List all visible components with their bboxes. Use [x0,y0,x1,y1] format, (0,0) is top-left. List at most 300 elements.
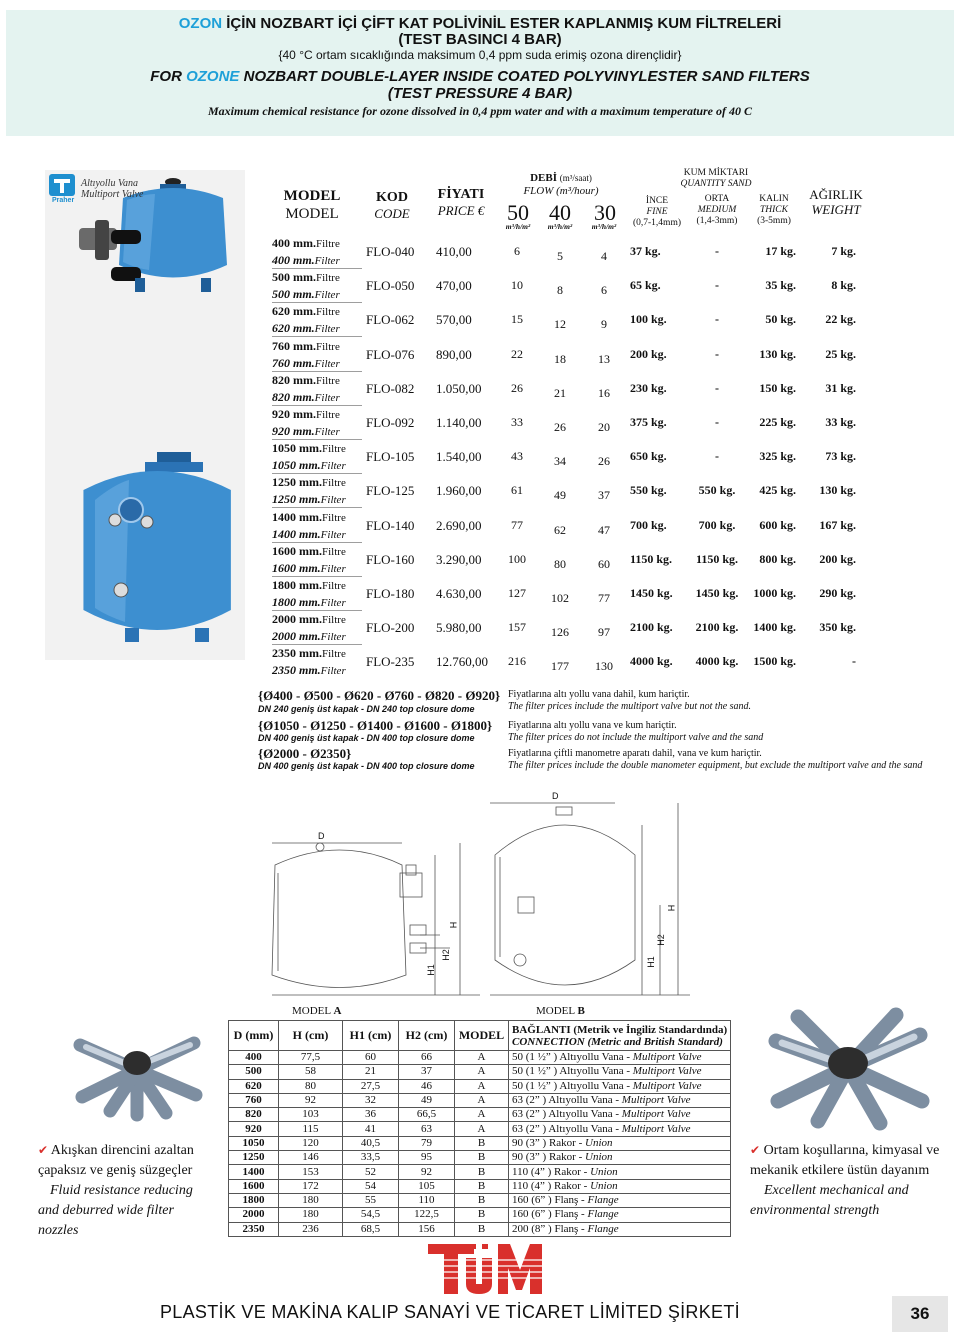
dims-row [229,1193,731,1207]
row-model: 2350 mm.Filtre 2350 mm.Filter [272,646,346,678]
dims-cell-model: B [455,1193,509,1207]
dims-row [229,1222,731,1236]
dimension-drawing-svg [250,785,710,1015]
dims-cell-h: 236 [279,1222,343,1236]
right-feature-en2: environmental strength [750,1203,880,1218]
cell-medium: - [715,380,719,395]
cell-medium: - [715,312,719,327]
dims-cell-d: 1250 [229,1151,279,1165]
praher-logo [49,174,75,196]
cell-flow50: 77 [511,517,523,532]
dims-header-connection: BAĞLANTI (Metrik ve İngiliz Standardında) CONNECTION (Metric and British Standard) [509,1021,731,1051]
price-note-3-tr: Fiyatlarına çiftli manometre aparatı dahil, vana ve kum hariçtir. [508,748,762,759]
dimensions-table [228,1020,731,1237]
technical-drawings [250,785,710,1015]
dims-cell-model: A [455,1122,509,1136]
dims-row [229,1151,731,1165]
dims-cell-h1: 55 [343,1193,399,1207]
dims-row [229,1122,731,1136]
cell-code: FLO-076 [366,346,415,362]
dims-row [229,1051,731,1065]
product-image-panel [45,170,245,660]
cell-thick: 130 kg. [759,346,796,361]
cell-fine: 2100 kg. [630,620,673,635]
cell-weight: 8 kg. [831,278,856,293]
dims-cell-model: B [455,1179,509,1193]
cell-thick: 17 kg. [765,244,796,258]
cell-code: FLO-235 [366,654,415,670]
dims-cell-h2: 46 [399,1079,455,1093]
cell-flow30: 97 [598,625,610,640]
cell-fine: 37 kg. [630,244,661,258]
dim-label-h2-b: H2 [655,934,666,946]
dims-cell-h1: 32 [343,1093,399,1107]
cell-code: FLO-082 [366,380,415,396]
dims-cell-h: 153 [279,1165,343,1179]
col-header-fiyat: FİYATI [437,187,485,202]
dims-row [229,1208,731,1222]
row-model: 620 mm.Filtre 620 mm.Filter [272,304,340,336]
cell-fine: 375 kg. [630,415,667,429]
dims-cell-model: A [455,1051,509,1065]
dims-cell-h1: 21 [343,1065,399,1079]
cell-flow50: 33 [511,415,523,429]
filter-model-b-image [83,452,230,642]
filter-product-images [45,170,245,660]
dims-cell-h2: 66 [399,1051,455,1065]
dims-row [229,1165,731,1179]
flow-col-50: 50 [507,200,529,225]
cell-flow50: 26 [511,380,523,395]
cell-weight: 130 kg. [819,483,856,498]
cell-flow40: 34 [554,454,566,469]
right-feature-en1: Excellent mechanical and [764,1183,909,1198]
cell-flow40: 126 [551,625,569,640]
col-header-ince: İNCE [645,196,669,206]
cell-medium: 1450 kg. [695,586,739,600]
dims-cell-h1: 41 [343,1122,399,1136]
check-icon: ✔ [750,1143,761,1157]
dims-cell-h: 180 [279,1208,343,1222]
row-model: 1250 mm.Filtre 1250 mm.Filter [272,475,346,507]
dims-cell-connection: 63 (2” ) Altıyollu Vana - Multiport Valve [509,1093,731,1107]
dims-row [229,1065,731,1079]
cell-price: 570,00 [436,312,472,328]
dims-cell-connection: 90 (3” ) Rakor - Union [509,1151,731,1165]
dims-cell-h1: 40,5 [343,1136,399,1150]
price-note-1-tr: Fiyatlarına altı yollu vana dahil, kum hariçtir. [508,689,690,700]
dims-cell-d: 2350 [229,1222,279,1236]
cell-weight: 200 kg. [819,551,856,566]
cell-price: 890,00 [436,346,472,362]
cell-flow40: 49 [554,488,566,503]
cell-flow30: 13 [598,351,610,366]
cell-fine: 550 kg. [630,483,667,498]
cell-thick: 1400 kg. [753,620,796,635]
col-header-kalin: KALIN [759,194,789,204]
cell-code: FLO-140 [366,517,415,533]
cell-fine: 700 kg. [630,517,667,532]
tr-test-pressure: (TEST BASINCI 4 BAR) [398,31,562,48]
dims-cell-h2: 63 [399,1122,455,1136]
dims-cell-d: 1400 [229,1165,279,1179]
cell-weight: 33 kg. [825,415,856,429]
dims-cell-h1: 33,5 [343,1151,399,1165]
dims-header-model: MODEL [455,1021,509,1051]
dim-label-h1-a: H1 [425,964,436,976]
en-ozone-note: Maximum chemical resistance for ozone dissolved in 0,4 ppm water and with a maximum temperature of 40 C [207,104,753,118]
dims-cell-connection: 50 (1 ½” ) Altıyollu Vana - Multiport Valve [509,1079,731,1093]
col-header-thick-size: (3-5mm) [757,216,791,226]
dims-cell-connection: 50 (1 ½” ) Altıyollu Vana - Multiport Valve [509,1051,731,1065]
cell-price: 470,00 [436,278,472,294]
cell-thick: 325 kg. [759,449,796,464]
dome-sizes-3: {Ø2000 - Ø2350} [258,746,352,761]
cell-fine: 230 kg. [630,380,667,395]
dimensions-body [229,1051,731,1237]
cell-thick: 1500 kg. [753,654,796,669]
cell-code: FLO-105 [366,449,415,465]
cell-flow30: 4 [601,249,607,263]
dims-cell-d: 620 [229,1079,279,1093]
model-a-label: MODEL A [292,1005,342,1017]
cell-flow40: 12 [554,317,566,332]
col-header-orta: ORTA [704,194,730,204]
page-number: 36 [892,1296,948,1332]
cell-flow40: 8 [557,283,563,298]
cell-flow40: 26 [554,420,566,434]
dims-cell-d: 820 [229,1108,279,1122]
cell-flow50: 10 [511,278,523,293]
left-feature-tr1: ✔ Akışkan direncini azaltan [38,1143,194,1158]
row-model: 1400 mm.Filtre 1400 mm.Filter [272,509,346,541]
left-feature-en1: Fluid resistance reducing [50,1183,193,1198]
cell-flow50: 61 [511,483,523,498]
cell-weight: 350 kg. [819,620,856,635]
dims-cell-h1: 54 [343,1179,399,1193]
flow-unit-50: m³/h/m² [505,222,531,231]
row-model: 1050 mm.Filtre 1050 mm.Filter [272,441,346,473]
dims-cell-d: 500 [229,1065,279,1079]
cell-flow30: 9 [601,317,607,332]
cell-weight: 290 kg. [819,586,856,600]
cell-fine: 650 kg. [630,449,667,464]
cell-fine: 65 kg. [630,278,661,293]
col-header-code: CODE [374,206,410,221]
cell-weight: 25 kg. [825,346,856,361]
row-model: 400 mm.Filtre 400 mm.Filter [272,236,340,267]
price-note-3-en: The filter prices include the double manometer equipment, but exclude the multiport valve and the sand [508,760,923,771]
dim-label-h-b: H [666,904,677,912]
nozzle-image-left [62,1015,212,1125]
col-header-thick: THICK [760,205,788,215]
dims-cell-h2: 156 [399,1222,455,1236]
dims-cell-model: A [455,1108,509,1122]
right-feature-text [750,1140,939,1221]
cell-price: 410,00 [436,244,472,259]
dims-cell-h2: 110 [399,1193,455,1207]
dim-label-h1-b: H1 [645,956,656,968]
row-model: 760 mm.Filtre 760 mm.Filter [272,338,340,370]
col-header-model-tr: MODEL [283,188,341,204]
cell-flow50: 157 [508,620,526,635]
col-header-debi: DEBİ (m³/saat) [530,172,592,184]
dims-cell-model: B [455,1136,509,1150]
en-test-pressure: (TEST PRESSURE 4 BAR) [387,85,573,102]
row-model: 1800 mm.Filtre 1800 mm.Filter [272,578,346,609]
header-banner [6,10,954,136]
cell-thick: 800 kg. [759,551,796,566]
dim-label-d-a: D [318,831,325,841]
cell-thick: 50 kg. [765,312,796,327]
dims-cell-connection: 160 (6” ) Flanş - Flange [509,1208,731,1222]
col-header-medium: MEDIUM [697,205,737,215]
cell-code: FLO-040 [366,244,415,259]
dims-cell-connection: 160 (6” ) Flanş - Flange [509,1193,731,1207]
cell-thick: 150 kg. [759,380,796,395]
row-model: 920 mm.Filtre 920 mm.Filter [272,407,340,438]
cell-flow50: 127 [508,586,526,600]
flow-unit-30: m³/h/m² [591,222,617,231]
dims-cell-model: A [455,1065,509,1079]
cell-weight: 7 kg. [831,244,856,258]
drawing-model-a [272,843,480,995]
cell-price: 1.540,00 [436,449,482,465]
dims-cell-connection: 110 (4” ) Rakor - Union [509,1165,731,1179]
cell-flow30: 47 [598,522,610,537]
praher-logo-text: Praher [52,197,75,204]
dome-cover-3: DN 400 geniş üst kapak - DN 400 top closure dome [258,761,475,771]
dims-cell-h: 115 [279,1122,343,1136]
dims-cell-model: A [455,1079,509,1093]
col-header-quantity-sand: QUANTITY SAND [680,179,752,189]
dims-cell-model: B [455,1165,509,1179]
dims-cell-connection: 50 (1 ½” ) Altıyollu Vana - Multiport Valve [509,1065,731,1079]
cell-fine: 1450 kg. [630,586,673,600]
row-model: 1600 mm.Filtre 1600 mm.Filter [272,543,346,575]
cell-price: 1.140,00 [436,415,482,430]
cell-flow30: 6 [601,283,607,298]
tum-logo [424,1240,544,1298]
cell-fine: 200 kg. [630,346,667,361]
dims-header-h2: H2 (cm) [399,1021,455,1051]
cell-flow50: 43 [511,449,523,464]
dims-cell-d: 1050 [229,1136,279,1150]
dims-cell-h2: 92 [399,1165,455,1179]
dim-label-h2-a: H2 [440,949,451,961]
dims-cell-h1: 60 [343,1051,399,1065]
col-header-fine-size: (0,7-1,4mm) [632,218,682,228]
price-note-2-tr: Fiyatlarına altı yollu vana ve kum hariçtir. [508,720,677,731]
dims-cell-h: 77,5 [279,1051,343,1065]
flow-col-40: 40 [549,200,571,225]
tr-title: OZON İÇİN NOZBART İÇİ ÇİFT KAT POLİVİNİL ESTER KAPLANMIŞ KUM FİLTRELERİ [178,15,782,32]
cell-medium: 1150 kg. [695,551,738,566]
cell-medium: 4000 kg. [695,654,739,669]
dims-cell-h: 58 [279,1065,343,1079]
en-title: FOR OZONE NOZBART DOUBLE-LAYER INSIDE COATED POLYVINYLESTER SAND FILTERS [150,68,810,85]
dims-row [229,1079,731,1093]
dims-cell-model: B [455,1222,509,1236]
cell-fine: 4000 kg. [630,654,673,669]
dims-cell-connection: 90 (3” ) Rakor - Union [509,1136,731,1150]
cell-medium: - [715,346,719,361]
cell-flow30: 37 [598,488,610,503]
check-icon: ✔ [38,1143,49,1157]
dims-cell-d: 1800 [229,1193,279,1207]
cell-price: 5.980,00 [436,620,482,636]
left-feature-en3: nozzles [38,1223,79,1238]
dim-label-h-a: H [448,921,459,929]
right-feature-tr2: mekanik etkilere üstün dayanım [750,1163,930,1178]
cell-weight: 167 kg. [819,517,856,532]
dims-cell-model: A [455,1093,509,1107]
row-model: 820 mm.Filtre 820 mm.Filter [272,372,340,404]
cell-thick: 225 kg. [759,415,796,429]
col-header-kod: KOD [376,190,408,205]
row-model: 2000 mm.Filtre 2000 mm.Filter [272,612,346,644]
dims-cell-h2: 66,5 [399,1108,455,1122]
dims-cell-connection: 110 (4” ) Rakor - Union [509,1179,731,1193]
dim-label-d-b: D [552,791,559,801]
cell-flow50: 6 [514,244,520,258]
cell-flow40: 177 [551,659,569,674]
cell-price: 1.960,00 [436,483,482,499]
dome-cover-2: DN 400 geniş üst kapak - DN 400 top closure dome [258,733,475,743]
cell-price: 2.690,00 [436,517,482,533]
valve-label-tr: Altıyollu Vana [81,178,138,189]
dims-cell-d: 760 [229,1093,279,1107]
col-header-flow: FLOW (m³/hour) [523,185,599,197]
dims-row [229,1093,731,1107]
dims-row [229,1108,731,1122]
dims-cell-h1: 52 [343,1165,399,1179]
dims-cell-d: 2000 [229,1208,279,1222]
cell-code: FLO-092 [366,415,415,430]
cell-code: FLO-160 [366,551,415,567]
dome-sizes-1: {Ø400 - Ø500 - Ø620 - Ø760 - Ø820 - Ø920} [258,688,501,703]
cell-thick: 1000 kg. [753,586,796,600]
cell-flow50: 100 [508,551,526,566]
tr-ozone-note: {40 °C ortam sıcaklığında maksimum 0,4 ppm suda erimiş ozona dirençlidir} [278,48,682,62]
cell-flow30: 60 [598,556,610,571]
flow-unit-40: m³/h/m² [547,222,573,231]
col-header-kum: KUM MİKTARI [683,168,749,178]
col-header-agirlik: AĞIRLIK [809,187,863,202]
cell-medium: - [715,415,719,429]
cell-flow40: 62 [554,522,566,537]
right-feature-tr1: ✔ Ortam koşullarına, kimyasal ve [750,1143,940,1158]
cell-weight: 73 kg. [825,449,856,464]
dims-cell-connection: 63 (2” ) Altıyollu Vana - Multiport Valve [509,1108,731,1122]
cell-flow50: 216 [508,654,526,669]
dims-cell-model: B [455,1208,509,1222]
cell-thick: 35 kg. [765,278,796,293]
cell-medium: 550 kg. [698,483,736,498]
cell-thick: 425 kg. [759,483,796,498]
valve-label-en: Multiport Valve [81,189,144,200]
cell-flow30: 130 [595,659,613,674]
cell-flow40: 21 [554,385,566,400]
dims-cell-h: 180 [279,1193,343,1207]
dims-cell-h1: 27,5 [343,1079,399,1093]
footer-company-name: PLASTİK VE MAKİNA KALIP SANAYİ VE TİCARET LİMİTED ŞİRKETİ [160,1302,740,1322]
dims-cell-h1: 68,5 [343,1222,399,1236]
col-header-medium-size: (1,4-3mm) [696,216,738,226]
dims-cell-h: 120 [279,1136,343,1150]
dims-cell-d: 400 [229,1051,279,1065]
flow-col-30: 30 [594,200,616,225]
cell-code: FLO-062 [366,312,415,328]
col-header-price: PRICE € [437,203,485,218]
dims-cell-connection: 63 (2” ) Altıyollu Vana - Multiport Valve [509,1122,731,1136]
cell-price: 1.050,00 [436,380,482,396]
cell-medium: - [715,449,719,464]
cell-code: FLO-125 [366,483,415,499]
col-header-fine: FINE [646,207,668,217]
dims-header-h: H (cm) [279,1021,343,1051]
cell-weight: 31 kg. [825,380,856,395]
cell-flow30: 26 [598,454,610,469]
dims-cell-h2: 49 [399,1093,455,1107]
left-feature-tr2: çapaksız ve geniş süzgeçler [38,1163,193,1178]
col-header-model-en: MODEL [285,206,339,222]
nozzle-image-right [758,1005,938,1133]
left-feature-en2: and deburred wide filter [38,1203,174,1218]
cell-medium: - [715,244,719,258]
dims-cell-h: 103 [279,1108,343,1122]
dims-cell-h: 146 [279,1151,343,1165]
dims-cell-h1: 54,5 [343,1208,399,1222]
cell-flow30: 77 [598,591,610,605]
price-note-2-en: The filter prices do not include the multiport valve and the sand [508,732,764,743]
cell-flow50: 22 [511,346,523,361]
dims-cell-d: 920 [229,1122,279,1136]
dims-cell-h2: 122,5 [399,1208,455,1222]
cell-medium: 700 kg. [698,517,736,532]
model-b-label: MODEL B [536,1005,585,1017]
dims-cell-h2: 37 [399,1065,455,1079]
cell-flow40: 80 [554,556,566,571]
col-header-weight: WEIGHT [811,202,861,217]
cell-medium: 2100 kg. [695,620,739,635]
cell-code: FLO-180 [366,586,415,601]
dimensions-header-row [229,1021,731,1051]
dims-cell-h: 92 [279,1093,343,1107]
cell-flow40: 102 [551,591,569,605]
drawing-model-b [490,803,690,995]
left-feature-text [38,1140,194,1241]
dims-row [229,1179,731,1193]
cell-weight: - [852,654,856,669]
dims-cell-connection: 200 (8” ) Flanş - Flange [509,1222,731,1236]
dims-cell-model: B [455,1151,509,1165]
cell-thick: 600 kg. [759,517,796,532]
cell-flow30: 20 [598,420,610,434]
cell-fine: 1150 kg. [630,551,673,566]
dims-cell-h1: 36 [343,1108,399,1122]
dome-sizes-2: {Ø1050 - Ø1250 - Ø1400 - Ø1600 - Ø1800} [258,718,493,733]
dims-cell-h2: 79 [399,1136,455,1150]
cell-code: FLO-200 [366,620,415,636]
cell-weight: 22 kg. [825,312,856,327]
cell-price: 3.290,00 [436,551,482,567]
row-model: 500 mm.Filtre 500 mm.Filter [272,270,340,302]
dims-cell-d: 1600 [229,1179,279,1193]
price-note-1-en: The filter prices include the multiport valve but not the sand. [508,701,752,712]
cell-fine: 100 kg. [630,312,667,327]
dims-cell-h: 172 [279,1179,343,1193]
